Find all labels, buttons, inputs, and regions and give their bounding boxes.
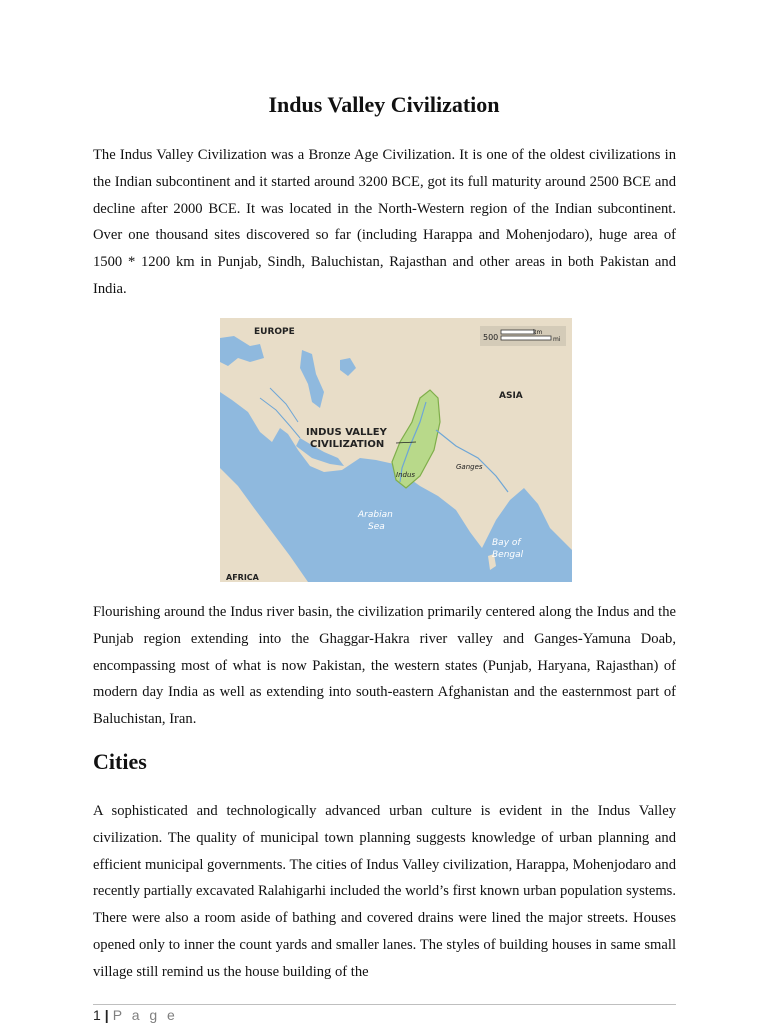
cities-paragraph: A sophisticated and technologically advanced urban culture is evident in the Indus Valley civilization. The quality of municipal town planning suggests knowledge of urban planning and efficient municipal governments. The cities of Indus Valley civilization, Harappa, Mohenjodaro and recently partially excavated Ralahigarhi included the world’s first known urban population systems. There were also a room aside of bathing and covered drains were lined the major streets. Houses opened only to inner the count yards and smaller lanes. The styles of building houses in same small village still remind us the house building of the (93, 803, 676, 980)
footer-separator: | (104, 1007, 109, 1023)
map-scale-bar-mi (501, 336, 551, 340)
page-footer (93, 1007, 178, 1023)
map-label-indus: Indus (396, 471, 416, 479)
intro-paragraph: The Indus Valley Civilization was a Bronze Age Civilization. It is one of the oldest civilizations in the Indian subcontinent and it started around 3200 BCE, got its full maturity around 2500 BCE and decline after 2000 BCE. It was located in the North-Western region of the Indian subcontinent. Over one thousand sites discovered so far (including Harappa and Mohenjodaro), huge area of 1500 * 1200 km in Punjab, Sindh, Baluchistan, Rajasthan and other areas in both Pakistan and India. (93, 147, 676, 297)
map-scale-bar-km (501, 330, 535, 334)
map-scale-km: km (533, 329, 543, 336)
map-label-asia: ASIA (499, 391, 523, 401)
page-number: 1 (93, 1007, 101, 1023)
map-label-ivc-1: INDUS VALLEY (306, 427, 387, 438)
map-label-europe: EUROPE (254, 327, 295, 337)
map-scale-mi: mi (553, 336, 561, 343)
indus-valley-map (220, 318, 572, 582)
map-label-arabian: Arabian (358, 510, 393, 520)
section-heading-cities: Cities (93, 749, 147, 774)
page-label: P a g e (112, 1007, 178, 1023)
footer-divider (93, 1004, 676, 1005)
map-scale-value: 500 (483, 333, 499, 342)
map-label-bengal: Bengal (492, 550, 524, 560)
geography-paragraph: Flourishing around the Indus river basin, the civilization primarily centered along the Indus and the Punjab region extending into the Ghaggar-Hakra river valley and Ganges-Yamuna Doab, encompassing most of what is now Pakistan, the western states (Punjab, Haryana, Rajasthan) of modern day India as well as extending into south-eastern Afghanistan and the easternmost part of Baluchistan, Iran. (93, 604, 676, 728)
map-label-sea: Sea (368, 522, 385, 532)
map-label-africa: AFRICA (226, 573, 259, 582)
map-label-bay-of: Bay of (492, 538, 521, 548)
map-label-ganges: Ganges (456, 463, 483, 471)
map-label-ivc-2: CIVILIZATION (310, 439, 385, 450)
document-title: Indus Valley Civilization (268, 92, 500, 117)
